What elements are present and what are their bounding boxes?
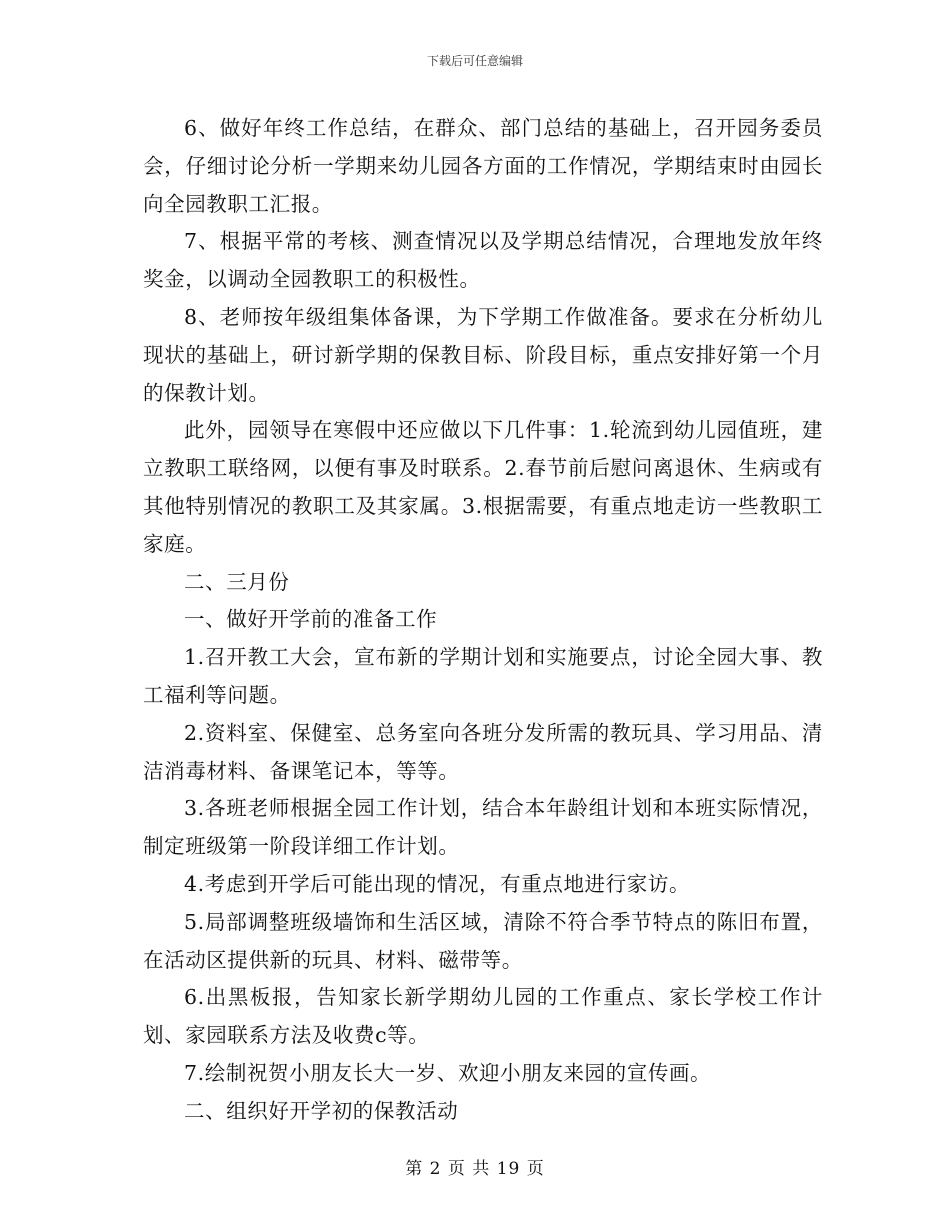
subsection-heading-early-term-activities: 二、组织好开学初的保教活动 [184, 1098, 459, 1123]
list-item-4-home-visits: 4.考虑到开学后可能出现的情况，有重点地进行家访。 [184, 871, 691, 896]
subsection-heading-pre-term-preparation: 一、做好开学前的准备工作 [184, 607, 438, 632]
list-item-7-welcome-poster: 7.绘制祝贺小朋友长大一岁、欢迎小朋友来园的宣传画。 [184, 1060, 712, 1085]
paragraph-7-year-end-bonus: 7、根据平常的考核、测查情况以及学期总结情况，合理地发放年终奖金，以调动全园教职工的积极性。 [143, 229, 823, 292]
list-item-2-supplies: 2.资料室、保健室、总务室向各班分发所需的教玩具、学习用品、清洁消毒材料、备课笔记本，等等。 [143, 720, 823, 783]
page-header: 下载后可任意编辑 [426, 54, 523, 68]
list-item-3-class-plan: 3.各班老师根据全园工作计划，结合本年龄组计划和本班实际情况，制定班级第一阶段详细工作计划。 [143, 796, 823, 859]
paragraph-winter-break-duties: 此外，园领导在寒假中还应做以下几件事：1.轮流到幼儿园值班，建立教职工联络网，以便有事及时联系。2.春节前后慰问离退休、生病或有其他特别情况的教职工及其家属。3.根据需要，有重点地走访一些教职工家庭。 [143, 418, 823, 556]
paragraph-6-year-end-summary: 6、做好年终工作总结，在群众、部门总结的基础上，召开园务委员会，仔细讨论分析一学期来幼儿园各方面的工作情况，学期结束时由园长向全园教职工汇报。 [143, 116, 823, 216]
document-body [143, 110, 823, 1131]
list-item-6-blackboard-notice: 6.出黑板报，告知家长新学期幼儿园的工作重点、家长学校工作计划、家园联系方法及收费c等。 [143, 985, 823, 1048]
list-item-5-classroom-layout: 5.局部调整班级墙饰和生活区域，清除不符合季节特点的陈旧布置，在活动区提供新的玩具、材料、磁带等。 [143, 909, 823, 972]
page-number-footer: 第 2 页 共 19 页 [405, 1159, 545, 1179]
section-heading-february-march: 二、三月份 [184, 569, 290, 594]
paragraph-8-lesson-preparation: 8、老师按年级组集体备课，为下学期工作做准备。要求在分析幼儿现状的基础上，研讨新学期的保教目标、阶段目标，重点安排好第一个月的保教计划。 [143, 304, 823, 405]
list-item-1-staff-meeting: 1.召开教工大会，宣布新的学期计划和实施要点，讨论全园大事、教工福利等问题。 [143, 645, 823, 707]
